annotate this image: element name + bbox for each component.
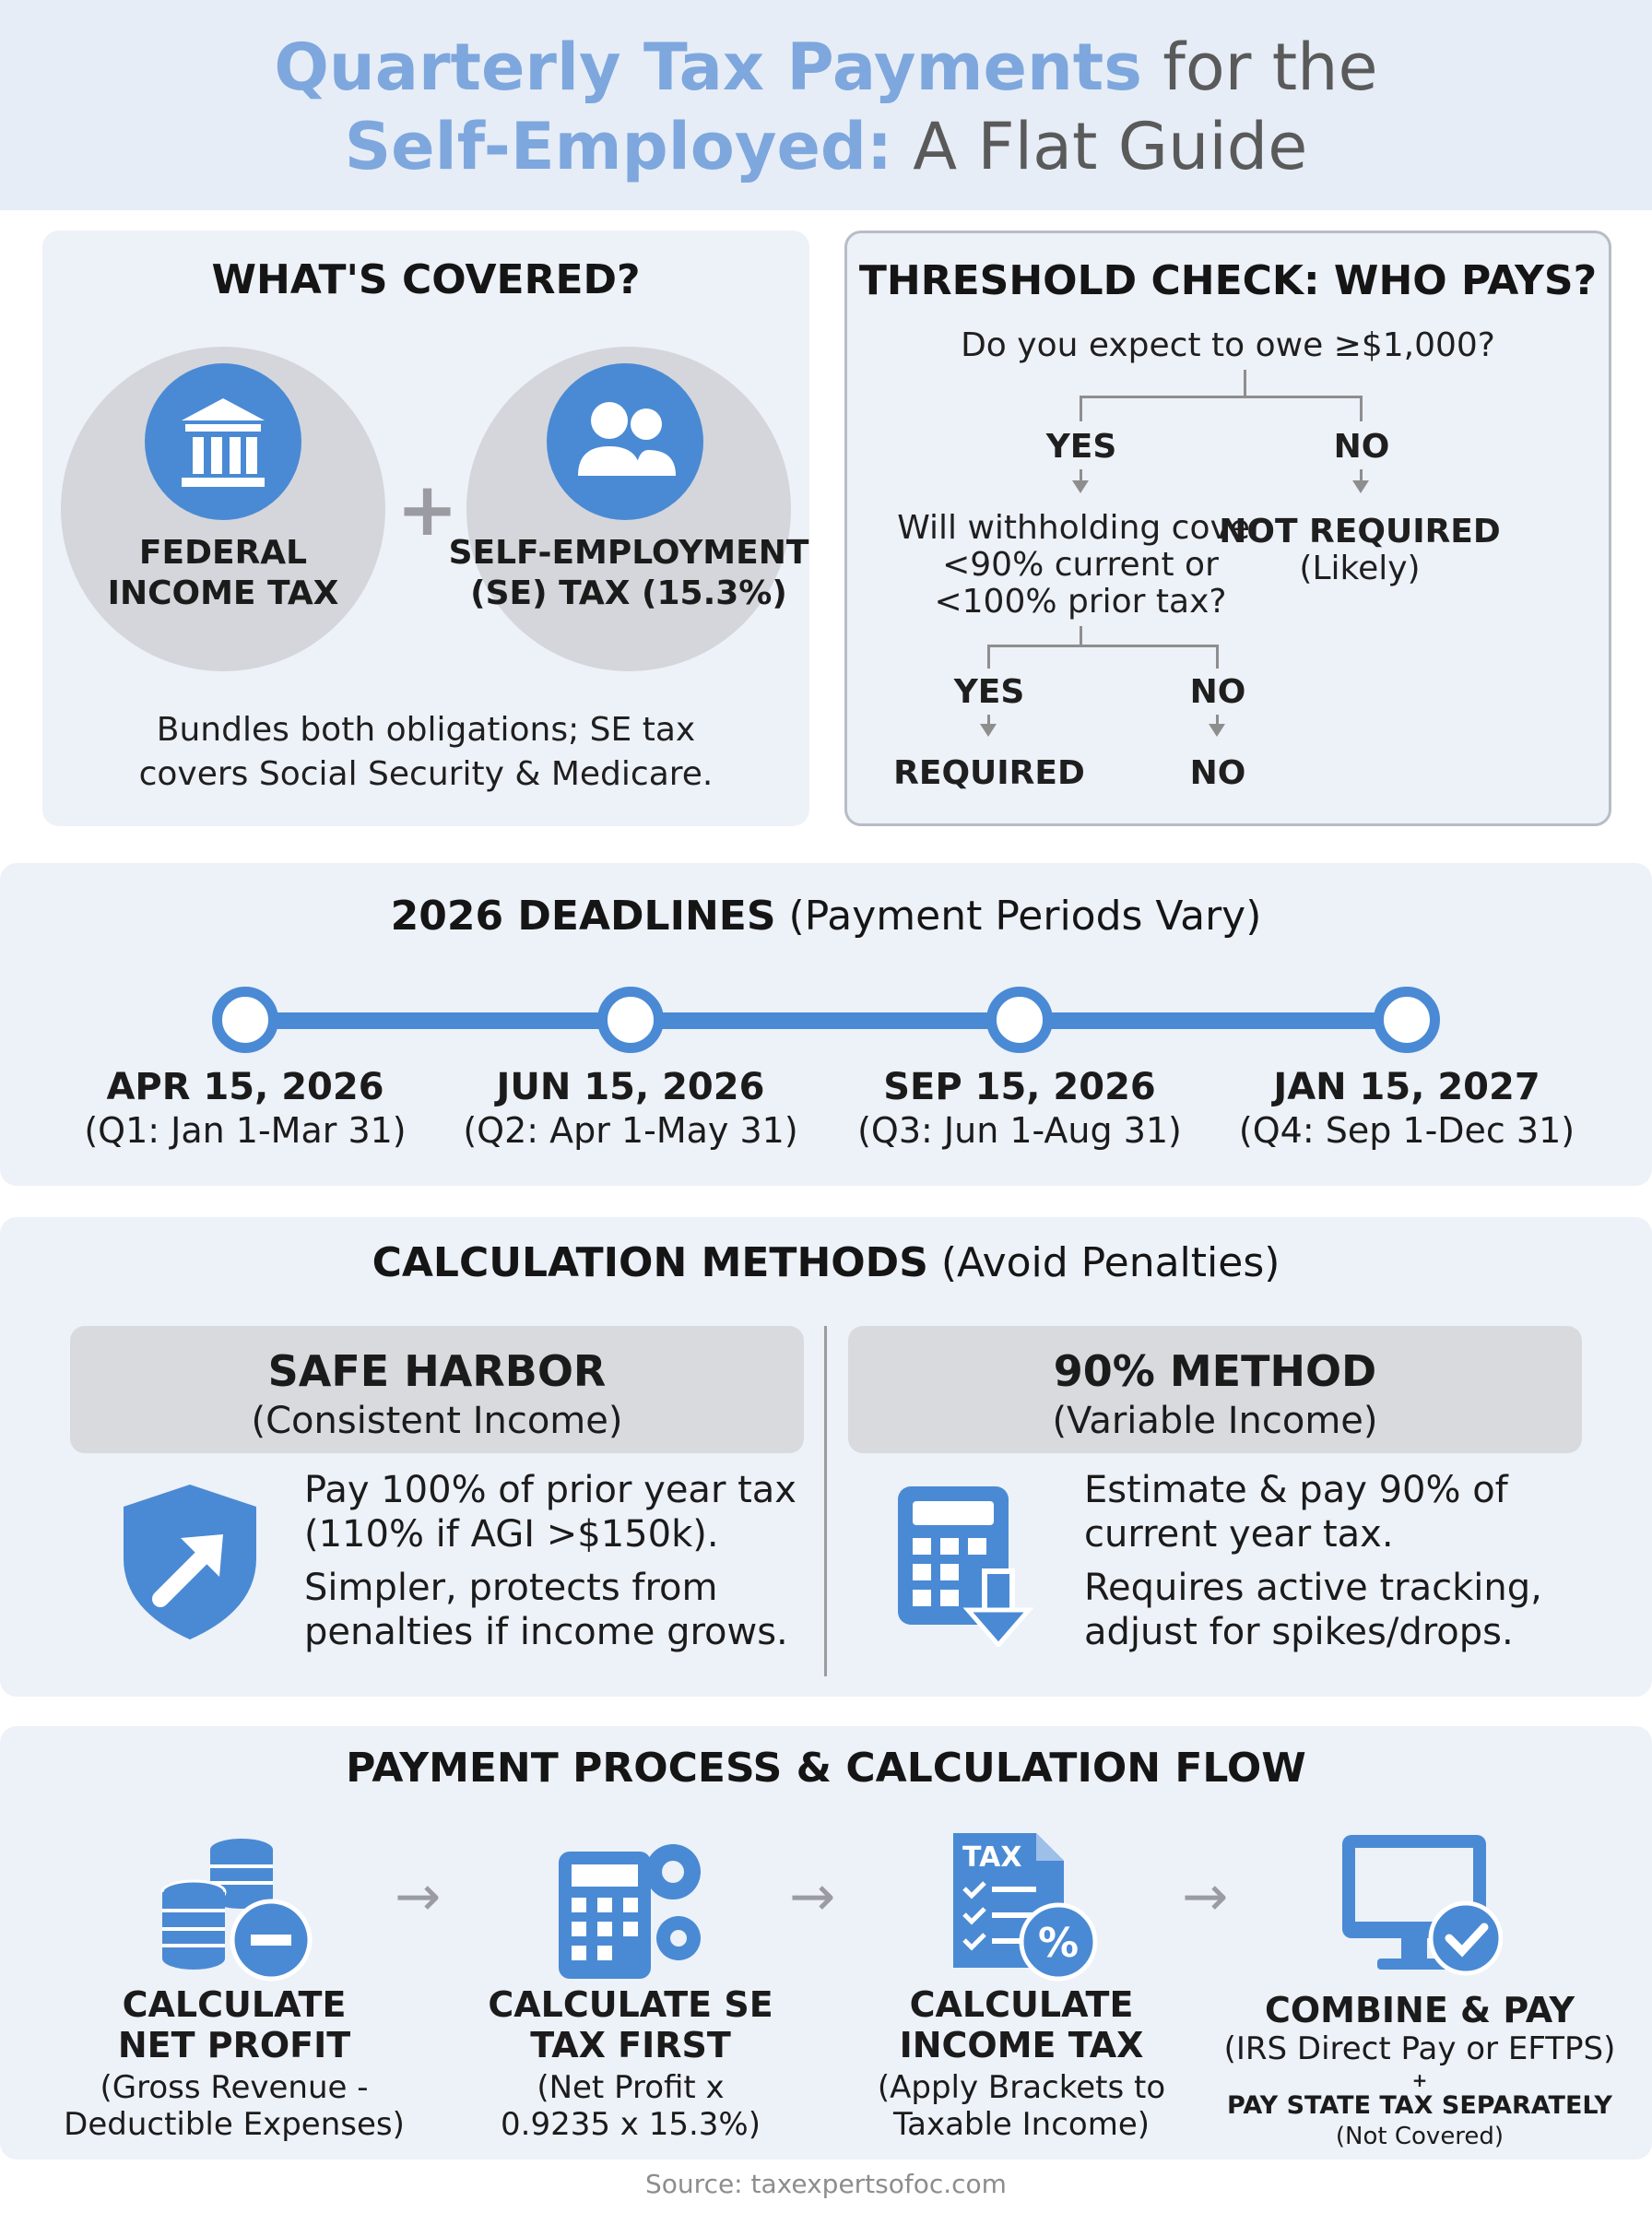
se-label: SELF-EMPLOYMENT (SE) TAX (15.3%) <box>448 534 809 612</box>
arrow-down-icon <box>1209 724 1225 737</box>
bank-icon <box>145 363 301 520</box>
covered-panel <box>42 231 809 826</box>
connector <box>1360 396 1363 421</box>
connector <box>1080 626 1082 646</box>
covered-note: Bundles both obligations; SE tax covers Social Security & Medicare. <box>138 711 714 793</box>
timeline-dot <box>212 987 278 1053</box>
federal-label: FEDERAL INCOME TAX <box>107 534 339 612</box>
deadline-period: (Q4: Sep 1-Dec 31) <box>1238 1110 1575 1151</box>
connector <box>1216 645 1219 669</box>
yes-label: YES <box>1045 428 1117 466</box>
svg-text:TAX: TAX <box>962 1841 1022 1874</box>
svg-text:%: % <box>1038 1920 1080 1967</box>
methods-panel <box>0 1217 1652 1697</box>
connector <box>1080 396 1362 398</box>
safe-harbor-text: Pay 100% of prior year tax (110% if AGI >$150k). Simpler, protects from penalties if income grows. <box>304 1469 796 1653</box>
timeline-dot <box>1374 987 1440 1053</box>
step-1-sub: (Gross Revenue - Deductible Expenses) <box>64 2069 405 2143</box>
connector <box>987 645 990 669</box>
threshold-question: Do you expect to owe ≥$1,000? <box>961 326 1495 364</box>
arrow-right-icon: → <box>789 1864 836 1929</box>
no3-result: NO <box>1189 754 1246 792</box>
step-4-title: COMBINE & PAY <box>1264 1990 1575 2030</box>
process-panel <box>0 1726 1652 2160</box>
arrow-right-icon: → <box>395 1864 442 1929</box>
step-4-state: PAY STATE TAX SEPARATELY <box>1227 2091 1612 2120</box>
ninety-method-header: 90% METHOD (Variable Income) <box>848 1326 1582 1453</box>
methods-divider <box>824 1326 827 1676</box>
arrow-down-icon <box>1072 480 1089 493</box>
step-2-title: CALCULATE SE TAX FIRST <box>488 1984 773 2065</box>
deadline-period: (Q2: Apr 1-May 31) <box>463 1110 798 1151</box>
deadline-period: (Q1: Jan 1-Mar 31) <box>84 1110 407 1151</box>
process-heading: PAYMENT PROCESS & CALCULATION FLOW <box>346 1745 1306 1792</box>
step-3-title: CALCULATE INCOME TAX <box>899 1984 1144 2065</box>
deadlines-heading: 2026 DEADLINES (Payment Periods Vary) <box>390 893 1262 940</box>
timeline-dot <box>986 987 1053 1053</box>
connector <box>1244 370 1246 397</box>
timeline-dot <box>597 987 664 1053</box>
calculator-download-icon <box>892 1483 1040 1647</box>
connector <box>987 645 1218 647</box>
title-banner <box>0 0 1652 210</box>
coins-minus-icon <box>157 1829 313 1986</box>
not-required-result: NOT REQUIRED (Likely) <box>1219 513 1501 587</box>
step-2-sub: (Net Profit x 0.9235 x 15.3%) <box>501 2069 761 2143</box>
methods-heading: CALCULATION METHODS (Avoid Penalties) <box>372 1239 1280 1286</box>
no2-label: NO <box>1189 673 1246 711</box>
people-icon <box>547 363 703 520</box>
deadline-date: JAN 15, 2027 <box>1273 1066 1540 1108</box>
step-1-title: CALCULATE NET PROFIT <box>117 1984 351 2065</box>
threshold-panel <box>844 231 1611 826</box>
arrow-down-icon <box>980 724 997 737</box>
step-3-sub: (Apply Brackets to Taxable Income) <box>877 2069 1166 2143</box>
step-4-state-sub: (Not Covered) <box>1335 2123 1504 2150</box>
monitor-check-icon <box>1337 1829 1503 1986</box>
step-4-plus: + <box>1411 2069 1428 2091</box>
no-label: NO <box>1333 428 1390 466</box>
deadline-date: JUN 15, 2026 <box>496 1066 765 1108</box>
required-result: REQUIRED <box>893 754 1085 792</box>
step-4-sub: (IRS Direct Pay or EFTPS) <box>1223 2030 1616 2067</box>
tax-document-icon <box>950 1829 1106 1986</box>
plus-sign: + <box>396 467 459 552</box>
connector <box>1080 396 1082 421</box>
yes2-label: YES <box>953 673 1025 711</box>
arrow-right-icon: → <box>1182 1864 1229 1929</box>
threshold-heading: THRESHOLD CHECK: WHO PAYS? <box>858 257 1598 304</box>
ninety-method-text: Estimate & pay 90% of current year tax. Requires active tracking, adjust for spikes/drops. <box>1084 1469 1542 1653</box>
covered-heading: WHAT'S COVERED? <box>211 256 641 303</box>
safe-harbor-header: SAFE HARBOR (Consistent Income) <box>70 1326 804 1453</box>
source-credit: Source: taxexpertsofoc.com <box>645 2169 1007 2199</box>
deadlines-panel <box>0 863 1652 1186</box>
calculator-gears-icon <box>557 1829 714 1986</box>
title-line-1: Quarterly Tax Payments for the <box>274 30 1378 105</box>
deadline-date: SEP 15, 2026 <box>883 1066 1156 1108</box>
deadline-date: APR 15, 2026 <box>106 1066 384 1108</box>
arrow-down-icon <box>1352 480 1369 493</box>
deadline-period: (Q3: Jun 1-Aug 31) <box>857 1110 1182 1151</box>
title-line-2: Self-Employed: A Flat Guide <box>344 109 1308 184</box>
withholding-question: Will withholding cover <90% current or <100% prior tax? <box>897 509 1264 621</box>
timeline-bar <box>245 1012 1407 1029</box>
shield-arrow-icon <box>116 1481 264 1643</box>
